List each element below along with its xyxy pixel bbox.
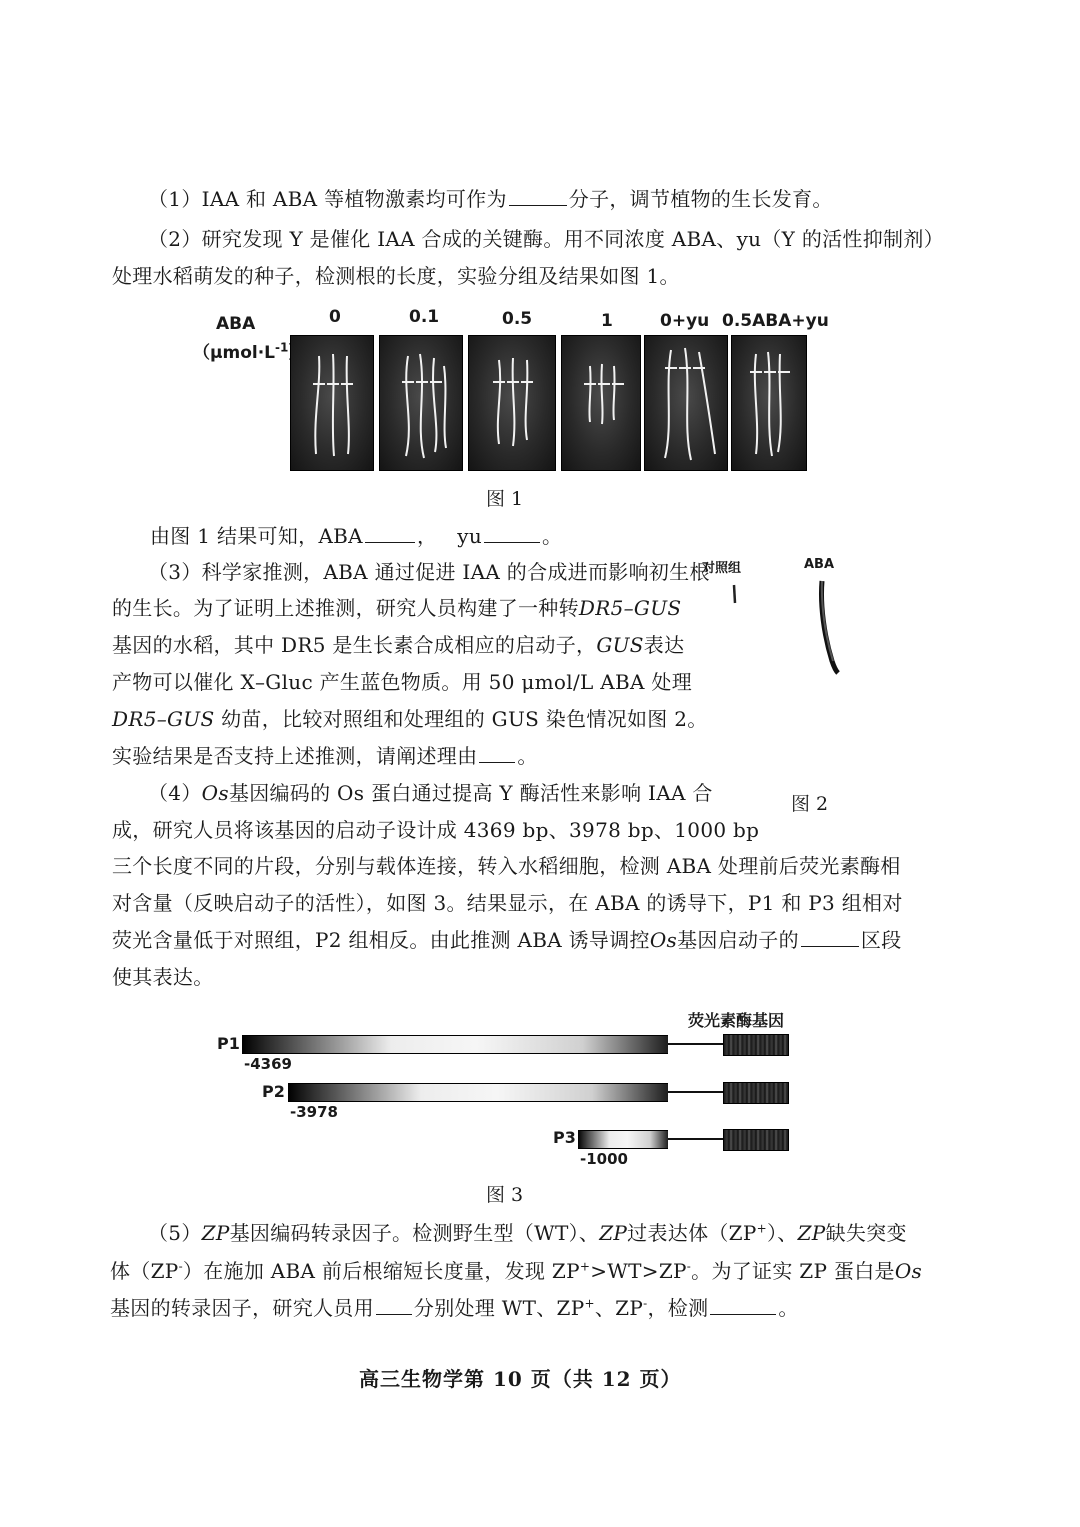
fig1-group-label: 0.1 [409, 307, 440, 327]
page-footer: 高三生物学第 10 页（共 12 页） [359, 1367, 682, 1391]
fig3-position-label: -1000 [580, 1150, 628, 1168]
q4-blank [801, 928, 859, 947]
q5-line2h: Os [894, 1259, 923, 1283]
q5-blank-2 [710, 1296, 776, 1315]
root-image [291, 336, 373, 470]
fig3-luc-gene [723, 1082, 789, 1104]
q5-line1d: ZP [599, 1221, 628, 1245]
fig2-control-label: 对照组 [702, 561, 742, 576]
q4-line5b: Os [649, 928, 678, 952]
q5-line1c: 基因编码转录因子。检测野生型（WT）、 [229, 1221, 600, 1245]
q4-line1b: Os [201, 781, 229, 805]
fig3-construct-name: P1 [217, 1034, 240, 1053]
q5-line1 [148, 1220, 907, 1246]
fig3-luc-gene [723, 1034, 789, 1056]
q4-line5d: 区段 [860, 928, 902, 952]
q2-result [150, 523, 562, 549]
fig2-caption: 图 2 [791, 793, 829, 815]
fig1-caption: 图 1 [486, 488, 524, 510]
fig1-panel-5 [731, 335, 807, 471]
q3-line3b: GUS [596, 633, 644, 657]
q1-part-b: 分子，调节植物的生长发育。 [568, 187, 833, 211]
q5-line1e: 过表达体（ZP [627, 1221, 757, 1245]
root-image [469, 336, 555, 470]
q5-line2b: - [178, 1259, 183, 1274]
fig1-panel-1 [379, 335, 463, 471]
fig3-position-label: -3978 [290, 1103, 338, 1121]
q1-part-a: （1）IAA 和 ABA 等植物激素均可作为 [148, 187, 507, 211]
q2-line2: 处理水稻萌发的种子，检测根的长度，实验分组及结果如图 1。 [112, 264, 680, 288]
q3-line3a: 基因的水稻，其中 DR5 是生长素合成相应的启动子， [112, 633, 597, 657]
fig3-promoter-p3 [578, 1130, 668, 1149]
fig1-panel-3 [561, 335, 641, 471]
q3-line2a: 的生长。为了证明上述推测，研究人员构建了一种转 [112, 596, 579, 620]
q5-line2 [110, 1258, 922, 1284]
q3-line5 [112, 706, 708, 732]
q2-blank-2 [484, 524, 540, 543]
root-image [562, 336, 640, 470]
q3-line5a: DR5–GUS [112, 707, 215, 731]
q4-line5 [112, 927, 902, 953]
q5-line3d: 、ZP [594, 1296, 644, 1320]
fig3-promoter-p2 [288, 1083, 668, 1102]
fig3-connector [668, 1043, 723, 1045]
q3-line4: 产物可以催化 X–Gluc 产生蓝色物质。用 50 μmol/L ABA 处理 [112, 670, 692, 694]
fig1-group-label: 0+yu [660, 311, 710, 331]
fig1-group-label: 0.5ABA+yu [722, 311, 829, 331]
fig1-axis-label: ABA [216, 314, 256, 334]
q5-line3c: + [584, 1296, 595, 1311]
q3-line3c: 表达 [643, 633, 685, 657]
fig2-gus-stain [700, 575, 860, 685]
q1-text [148, 186, 833, 212]
q2-result-sep: ， [416, 524, 438, 548]
fig1-group-label: 0.5 [502, 309, 533, 329]
fig3-luc-gene [723, 1129, 789, 1151]
q5-line1a: （5） [148, 1221, 202, 1245]
q3-line3 [112, 632, 684, 658]
q5-line2a: 体（ZP [110, 1259, 179, 1283]
fig1-group-label: 0 [329, 307, 341, 327]
root-image [645, 336, 727, 470]
fig1-unit-label [193, 338, 305, 363]
fig3-connector [668, 1091, 723, 1093]
q5-line2c: ）在施加 ABA 前后根缩短长度量，发现 ZP [182, 1259, 580, 1283]
q3-line6a: 实验结果是否支持上述推测，请阐述理由 [112, 744, 478, 768]
q2-result-a: 由图 1 结果可知，ABA [150, 524, 363, 548]
q4-line1a: （4） [148, 781, 202, 805]
q4-line5c: 基因启动子的 [677, 928, 799, 952]
q5-line3a: 基因的转录因子，研究人员用 [110, 1296, 374, 1320]
q3-line1: （3）科学家推测，ABA 通过促进 IAA 的合成进而影响初生根 [148, 560, 710, 584]
q5-line3g: 。 [778, 1296, 799, 1320]
q5-line3f: ，检测 [647, 1296, 709, 1320]
q5-line2g: 。为了证实 ZP 蛋白是 [691, 1259, 895, 1283]
root-image [732, 336, 806, 470]
q1-blank [509, 187, 567, 206]
q5-line2d: + [579, 1259, 591, 1274]
q5-line1h: ZP [797, 1221, 826, 1245]
q5-line3 [110, 1295, 799, 1321]
q4-line6: 使其表达。 [112, 965, 214, 989]
q5-line1g: ）、 [767, 1221, 798, 1245]
fig1-group-label: 1 [601, 311, 613, 331]
q4-line2: 成，研究人员将该基因的启动子设计成 4369 bp、3978 bp、1000 bp [112, 818, 760, 842]
fig1-panel-0 [290, 335, 374, 471]
q4-line4: 对含量（反映启动子的活性），如图 3。结果显示，在 ABA 的诱导下，P1 和 P3 组相对 [112, 891, 903, 915]
fig3-caption: 图 3 [486, 1184, 524, 1206]
q2-blank-1 [365, 524, 415, 543]
fig3-promoter-p1 [242, 1035, 668, 1054]
q3-line5b: 幼苗，比较对照组和处理组的 GUS 染色情况如图 2。 [221, 707, 708, 731]
fig2-aba-label: ABA [804, 557, 835, 572]
fig3-position-label: -4369 [244, 1055, 292, 1073]
q2-result-b: yu [457, 524, 483, 548]
q4-line1c: 基因编码的 Os 蛋白通过提高 Y 酶活性来影响 IAA 合 [228, 781, 713, 805]
fig1-panel-4 [644, 335, 728, 471]
q3-blank [479, 744, 515, 763]
fig3-construct-name: P3 [553, 1128, 576, 1147]
q5-line2f: - [686, 1259, 692, 1274]
fig1-unit-prefix: （μmol·L [193, 343, 276, 363]
q5-line1b: ZP [201, 1221, 230, 1245]
q3-line2b: DR5–GUS [578, 596, 682, 620]
root-image [380, 336, 462, 470]
fig3-construct-name: P2 [262, 1082, 285, 1101]
fig3-luc-title: 荧光素酶基因 [688, 1011, 785, 1030]
q4-line5a: 荧光含量低于对照组，P2 组相反。由此推测 ABA 诱导调控 [112, 928, 650, 952]
q2-line1: （2）研究发现 Y 是催化 IAA 合成的关键酶。用不同浓度 ABA、yu（Y 的活性抑制剂） [148, 227, 944, 251]
q4-line1 [148, 780, 713, 806]
q5-line3b: 分别处理 WT、ZP [413, 1296, 585, 1320]
q5-line3e: - [643, 1296, 648, 1311]
fig1-panel-2 [468, 335, 556, 471]
q5-blank-1 [376, 1296, 412, 1315]
q5-line1f: + [756, 1221, 767, 1236]
q3-line2 [112, 595, 681, 621]
q4-line3: 三个长度不同的片段，分别与载体连接，转入水稻细胞，检测 ABA 处理前后荧光素酶相 [112, 854, 901, 878]
fig3-connector [668, 1138, 723, 1140]
fig1-unit-sup: -1 [275, 340, 289, 355]
q3-line6 [112, 743, 538, 769]
q2-result-end: 。 [542, 524, 563, 548]
q5-line1i: 缺失突变 [825, 1221, 907, 1245]
q5-line2e: >WT>ZP [590, 1259, 687, 1283]
q3-line6b: 。 [517, 744, 538, 768]
